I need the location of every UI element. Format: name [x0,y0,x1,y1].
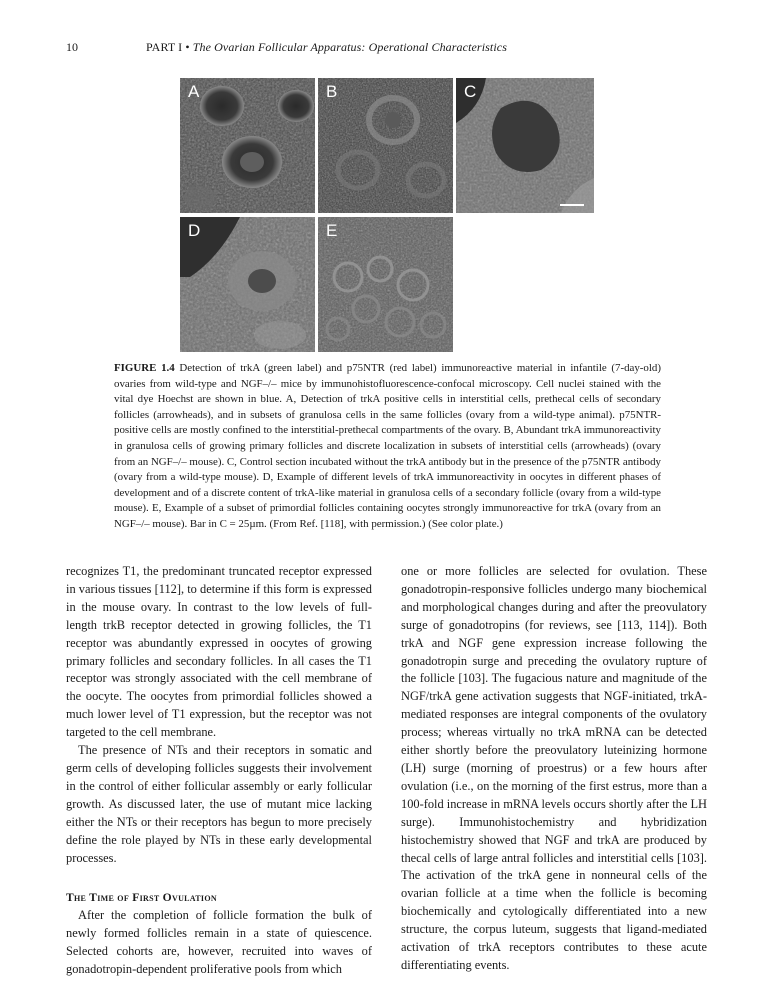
panel-label: D [188,221,201,240]
panel-label: E [326,221,338,240]
paragraph: one or more follicles are selected for ovulation. These gonadotropin-responsive follicles undergo many biochemical and morphological changes during and after the preovulatory surge of gonadotropins (for reviews, see [113, 114]). Both trkA and NGF gene expression increase following the gonadotropin surge and preceding the ovulatory rupture of the follicle [103]. The fugacious nature and magnitude of the NGF/trkA gene activation suggests that NGF-initiated, trkA-mediated responses are integral components of the ovulatory process; whereas virtually no trkA mRNA can be detected either shortly before the preovulatory luteinizing hormone (LH) surge (morning of proestrus) or a few hours after ovulation (i.e., on the morning of the first estrus, more than a 100-fold increase in mRNA levels occurs shortly after the LH surge). Immunohistochemistry and hybridization histochemistry showed that NGF and trkA are produced by thecal cells of large antral follicles and interstitial cells [103]. The activation of the trkA gene in nonneural cells of the ovarian follicle at a time when the follicle is becoming biochemically and cytologically differentiated into a new structure, the corpus luteum, suggests that ligand-mediated activation of trkA receptors contributes to these acute differentiating events. [401,564,707,972]
figure-label: FIGURE 1.4 [114,362,175,374]
scale-bar [560,204,584,206]
micrograph-panel-a-icon [180,78,315,213]
figure-caption [114,361,661,533]
micrograph-panel-a [180,78,315,213]
right-column [401,563,707,975]
micrograph-panel-e-icon [318,217,453,352]
separator-dot: • [185,40,190,54]
left-column [66,563,372,979]
running-header [66,40,706,56]
figure-1-4 [180,78,654,352]
caption-text: Detection of trkA (green label) and p75NTR (red label) immunoreactive material in infantile (7-day-old) ovaries from wild-type and NGF–/– mice by immunohistofluorescence-confocal microscopy. Cell nuclei stained with the vital dye Hoechst are shown in blue. A, Detection of trkA positive cells in interstitial cells, prethecal cells of secondary follicles (arrowheads), and in subsets of granulosa cells in the same follicles (ovary from a wild-type animal). p75NTR-positive cells are mostly confined to the interstitial-prethecal compartments of the ovary. B, Abundant trkA immunoreactivity in granulosa cells of growing primary follicles and discrete localization in subsets of interstitial cells (arrowheads) (ovary from an NGF–/– mouse). C, Control section incubated without the trkA antibody but in the presence of the p75NTR antibody (ovary from a wild-type mouse). D, Example of different levels of trkA immunoreactivity in oocytes in different phases of development and of a discrete content of trkA-like material in granulosa cells of a secondary follicle (ovary from a wild-type mouse). E, Example of a subset of primordial follicles containing oocytes strongly immunoreactive for trkA (ovary from an NGF–/– mouse). Bar in C = 25µm. (From Ref. [118], with permission.) (See color plate.) [114,362,661,530]
chapter-title: The Ovarian Follicular Apparatus: Operational Characteristics [192,40,507,54]
micrograph-panel-b [318,78,453,213]
micrograph-panel-c-icon [456,78,594,213]
paragraph: The presence of NTs and their receptors in somatic and germ cells of developing follicles suggests their involvement in the control of either follicular assembly or early follicular growth. As discussed later, the use of mutant mice lacking either the NTs or their receptors has begun to more precisely define the role played by NTs in these early developmental processes. [66,743,372,865]
micrograph-panel-e [318,217,453,352]
panel-label: B [326,82,338,101]
paragraph: recognizes T1, the predominant truncated receptor expressed in various tissues [112], to determine if this form is expressed in the mouse ovary. In contrast to the low levels of full-length trkB receptor detected in growing follicles, the T1 receptor was abundantly expressed in oocytes of growing primary follicles and secondary follicles. In all cases the T1 receptor was strongly associated with the cell membrane of the oocyte. The oocytes from primordial follicles showed a much lower level of T1 expression, but the receptor was not targeted to the cell membrane. [66,564,372,740]
panel-label: A [188,82,200,101]
panel-label: C [464,82,477,101]
micrograph-panel-b-icon [318,78,453,213]
micrograph-panel-d [180,217,315,352]
paragraph: After the completion of follicle formation the bulk of newly formed follicles remain in a state of quiescence. Selected cohorts are, however, recruited into waves of gonadotropin-dependent proliferative pools from which [66,908,372,977]
running-title [146,40,507,55]
page-number: 10 [66,40,78,54]
part-label: PART I [146,40,183,54]
micrograph-panel-c [456,78,594,213]
section-heading: The Time of First Ovulation [66,891,217,905]
